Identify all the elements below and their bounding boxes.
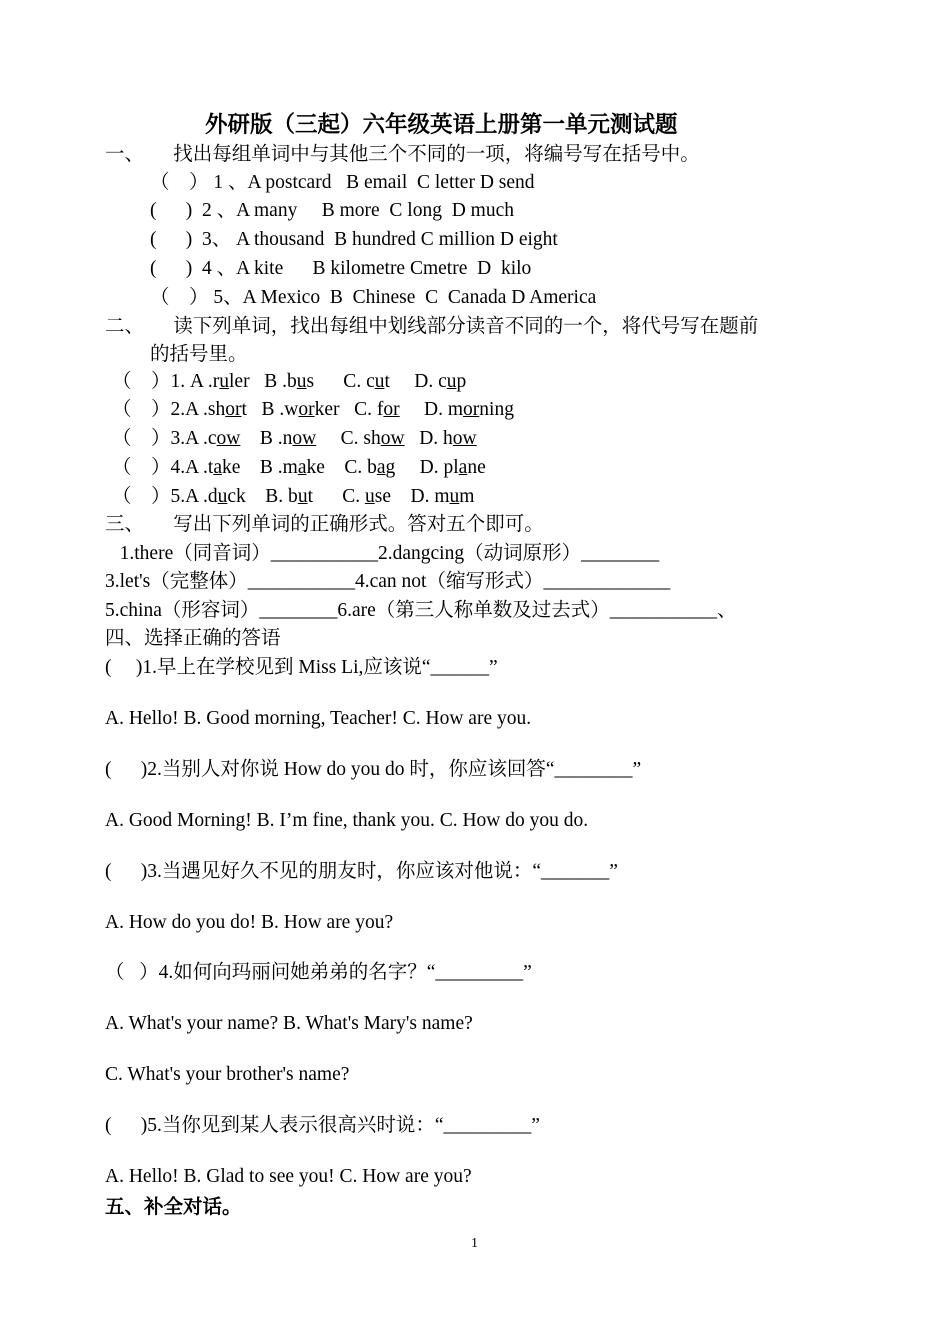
section2-item bbox=[112, 456, 486, 480]
word-text: ke B .m bbox=[221, 457, 298, 478]
question-line: ( )3.当遇见好久不见的朋友时，你应该对他说：“_______” bbox=[105, 861, 618, 882]
word-text: （ ）5.A .d bbox=[112, 486, 218, 507]
section5-heading: 五、补全对话。 bbox=[105, 1197, 242, 1218]
underlined-letters: u bbox=[446, 371, 457, 392]
section2-item bbox=[112, 485, 474, 509]
word-text: t B .w bbox=[241, 399, 299, 420]
underlined-letters: ow bbox=[380, 428, 405, 449]
word-text: （ ）1. A .r bbox=[112, 371, 220, 392]
word-text: （ ）3.A .c bbox=[112, 428, 217, 449]
section4-heading: 四、选择正确的答语 bbox=[105, 628, 281, 649]
underlined-letters: a bbox=[297, 457, 307, 478]
word-text: （ ）2.A .sh bbox=[112, 399, 226, 420]
underlined-letters: u bbox=[449, 486, 460, 507]
section1-item: ( ) 2 、A many B more C long D much bbox=[150, 200, 514, 221]
underlined-letters: ow bbox=[452, 428, 477, 449]
section2-item bbox=[112, 398, 514, 422]
word-text: s C. c bbox=[306, 371, 375, 392]
section3-line: 3.let's（完整体）___________4.can not（缩写形式）_____________ bbox=[105, 571, 671, 592]
underlined-letters: u bbox=[296, 371, 307, 392]
answer-options: A. What's your name? B. What's Mary's name? bbox=[105, 1013, 473, 1034]
section1-item: （ ） 1 、A postcard B email C letter D send bbox=[150, 172, 535, 193]
question-line: ( )2.当别人对你说 How do you do 时，你应该回答“________” bbox=[105, 759, 642, 780]
word-text: ker C. f bbox=[314, 399, 384, 420]
section1-item: （ ） 5、A Mexico B Chinese C Canada D America bbox=[150, 287, 597, 308]
underlined-letters: or bbox=[225, 399, 242, 420]
section3-line: 1.there（同音词）___________2.dangcing（动词原形）________ bbox=[105, 543, 660, 564]
underlined-letters: or bbox=[298, 399, 315, 420]
underlined-letters: a bbox=[458, 457, 468, 478]
word-text: B .n bbox=[240, 428, 293, 449]
word-text: g D. pl bbox=[385, 457, 459, 478]
underlined-letters: u bbox=[217, 486, 228, 507]
section1-heading: 一、 找出每组单词中与其他三个不同的一项，将编号写在括号中。 bbox=[105, 144, 700, 165]
section1-item: ( ) 3、 A thousand B hundred C million D eight bbox=[150, 229, 558, 250]
word-text: C. sh bbox=[316, 428, 381, 449]
section2-item bbox=[112, 370, 466, 394]
underlined-letters: u bbox=[297, 486, 308, 507]
page-title: 外研版（三起）六年级英语上册第一单元测试题 bbox=[205, 112, 678, 137]
word-text: D. m bbox=[399, 399, 464, 420]
word-text: ne bbox=[467, 457, 486, 478]
section2-heading: 二、 读下列单词，找出每组中划线部分读音不同的一个，将代号写在题前 bbox=[105, 316, 759, 337]
answer-options: A. How do you do! B. How are you? bbox=[105, 912, 394, 933]
underlined-letters: or bbox=[463, 399, 480, 420]
word-text: p bbox=[456, 371, 467, 392]
underlined-letters: ow bbox=[216, 428, 241, 449]
answer-options: A. Good Morning! B. I’m fine, thank you. C. How do you do. bbox=[105, 810, 589, 831]
word-text: D. h bbox=[404, 428, 453, 449]
word-text: se D. m bbox=[374, 486, 450, 507]
answer-options: C. What's your brother's name? bbox=[105, 1064, 350, 1085]
page-number: 1 bbox=[471, 1236, 478, 1251]
answer-options: A. Hello! B. Glad to see you! C. How are you? bbox=[105, 1166, 472, 1187]
answer-options: A. Hello! B. Good morning, Teacher! C. How are you. bbox=[105, 708, 532, 729]
question-line: ( )5.当你见到某人表示很高兴时说：“_________” bbox=[105, 1115, 540, 1136]
underlined-letters: u bbox=[374, 371, 385, 392]
section3-line: 5.china（形容词）________6.are（第三人称单数及过去式）___________、 bbox=[105, 600, 737, 621]
word-text: ck B. b bbox=[227, 486, 298, 507]
word-text: ning bbox=[479, 399, 514, 420]
word-text: t D. c bbox=[384, 371, 447, 392]
section1-item: ( ) 4 、A kite B kilometre Cmetre D kilo bbox=[150, 258, 532, 279]
underlined-letters: u bbox=[365, 486, 375, 507]
underlined-letters: or bbox=[383, 399, 400, 420]
word-text: t C. bbox=[307, 486, 365, 507]
underlined-letters: a bbox=[376, 457, 386, 478]
question-line: ( )1.早上在学校见到 Miss Li,应该说“______” bbox=[105, 657, 498, 678]
underlined-letters: u bbox=[219, 371, 230, 392]
question-line: （ ）4.如何向玛丽问她弟弟的名字？“_________” bbox=[105, 962, 532, 983]
section2-heading-cont: 的括号里。 bbox=[150, 344, 248, 365]
underlined-letters: ow bbox=[292, 428, 317, 449]
section2-item bbox=[112, 427, 477, 451]
word-text: m bbox=[459, 486, 475, 507]
word-text: （ ）4.A .t bbox=[112, 457, 214, 478]
word-text: ler B .b bbox=[229, 371, 297, 392]
underlined-letters: a bbox=[213, 457, 222, 478]
section3-heading: 三、 写出下列单词的正确形式。答对五个即可。 bbox=[105, 514, 544, 535]
word-text: ke C. b bbox=[306, 457, 377, 478]
